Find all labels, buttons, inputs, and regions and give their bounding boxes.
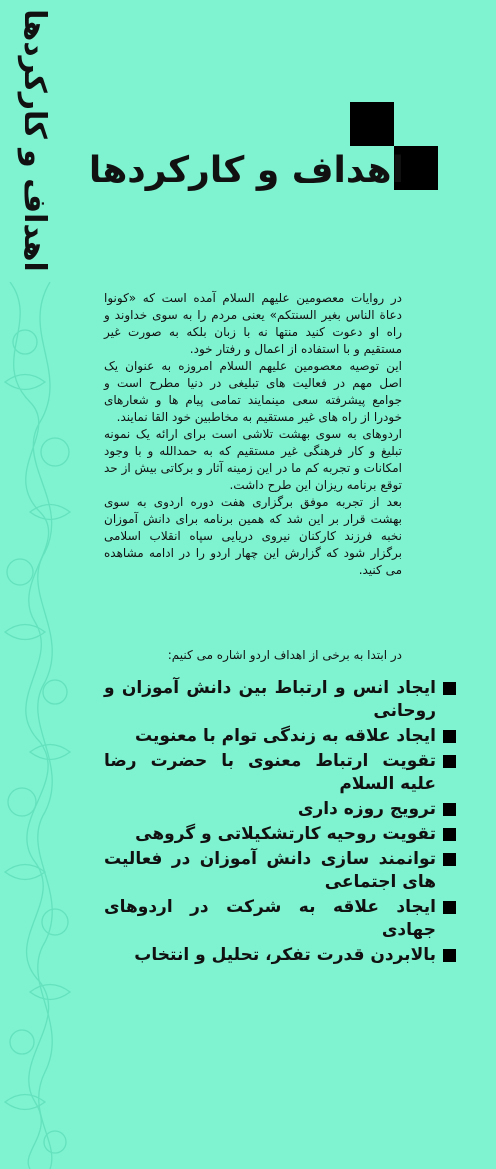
page-title: اهداف و کارکردها <box>88 150 404 191</box>
paragraph: این توصیه معصومین علیهم السلام امروزه به عنوان یک اصل مهم در فعالیت های تبلیغی در دنیا مطرح است و جوامع پیشرفته سعی مینمایند تمامی پیام ها و شعارهای خودرا از راه های غیر مستقیم به مخاطبین خود القا نمایند. <box>104 359 402 424</box>
bullet-icon <box>443 901 456 914</box>
body-text <box>104 290 402 579</box>
goal-text: بالابردن قدرت تفکر، تحلیل و انتخاب <box>134 945 436 965</box>
goals-intro: در ابتدا به برخی از اهداف اردو اشاره می کنیم: <box>167 648 402 662</box>
sidebar <box>0 0 72 1169</box>
bullet-icon <box>443 755 456 768</box>
square-top-left <box>350 102 394 146</box>
list-item <box>104 750 456 796</box>
list-item <box>104 798 456 821</box>
paragraph: اردوهای به سوی بهشت تلاشی است برای ارائه یک نمونه تبلیغ و کار فرهنگی غیر مستقیم که به حمدالله و با وجود امکانات و تجربه کم ما در این زمینه آثار و برکاتی بیش از حد توقع برنامه ریزان این طرح داشت. <box>104 427 402 492</box>
goal-text: توانمند سازی دانش آموزان در فعالیت های اجتماعی <box>104 849 436 892</box>
vertical-title-text: اهداف و کارکردها <box>16 8 52 272</box>
goal-text: ترویج روزه داری <box>297 799 436 819</box>
list-item <box>104 677 456 723</box>
goal-text: ایجاد علاقه به شرکت در اردوهای جهادی <box>104 897 436 940</box>
bullet-icon <box>443 803 456 816</box>
paragraph: بعد از تجربه موفق برگزاری هفت دوره اردوی به سوی بهشت قرار بر این شد که همین برنامه برای دانش آموزان نخبه فرزند کارکنان نیروی دریایی سپاه انقلاب اسلامی برگزار شود که گزارش این چهار اردو را در ادامه مشاهده می کنید. <box>104 495 402 577</box>
list-item <box>104 848 456 894</box>
goal-text: ایجاد انس و ارتباط بین دانش آموزان و روحانی <box>104 678 436 721</box>
paragraph: در روایات معصومین علیهم السلام آمده است که «کونوا دعاة الناس بغیر السنتکم» یعنی مردم را به سوی خداوند و راه او دعوت کنید منتها نه با زبان بلکه به صورت غیر مستقیم و با استفاده از اعمال و رفتار خود. <box>104 291 402 356</box>
goal-text: ایجاد علاقه به زندگی توام با معنویت <box>134 726 436 746</box>
bullet-icon <box>443 828 456 841</box>
vertical-title <box>8 8 60 272</box>
goal-text: تقویت ارتباط معنوی با حضرت رضا علیه السلام <box>104 751 436 794</box>
bullet-icon <box>443 730 456 743</box>
bullet-icon <box>443 949 456 962</box>
bullet-icon <box>443 853 456 866</box>
list-item <box>104 823 456 846</box>
goal-text: تقویت روحیه کارتشکیلاتی و گروهی <box>135 824 436 844</box>
floral-ornament-icon <box>0 282 80 1169</box>
list-item <box>104 725 456 748</box>
list-item <box>104 944 456 967</box>
bullet-icon <box>443 682 456 695</box>
list-item <box>104 896 456 942</box>
goals-list <box>104 677 456 969</box>
